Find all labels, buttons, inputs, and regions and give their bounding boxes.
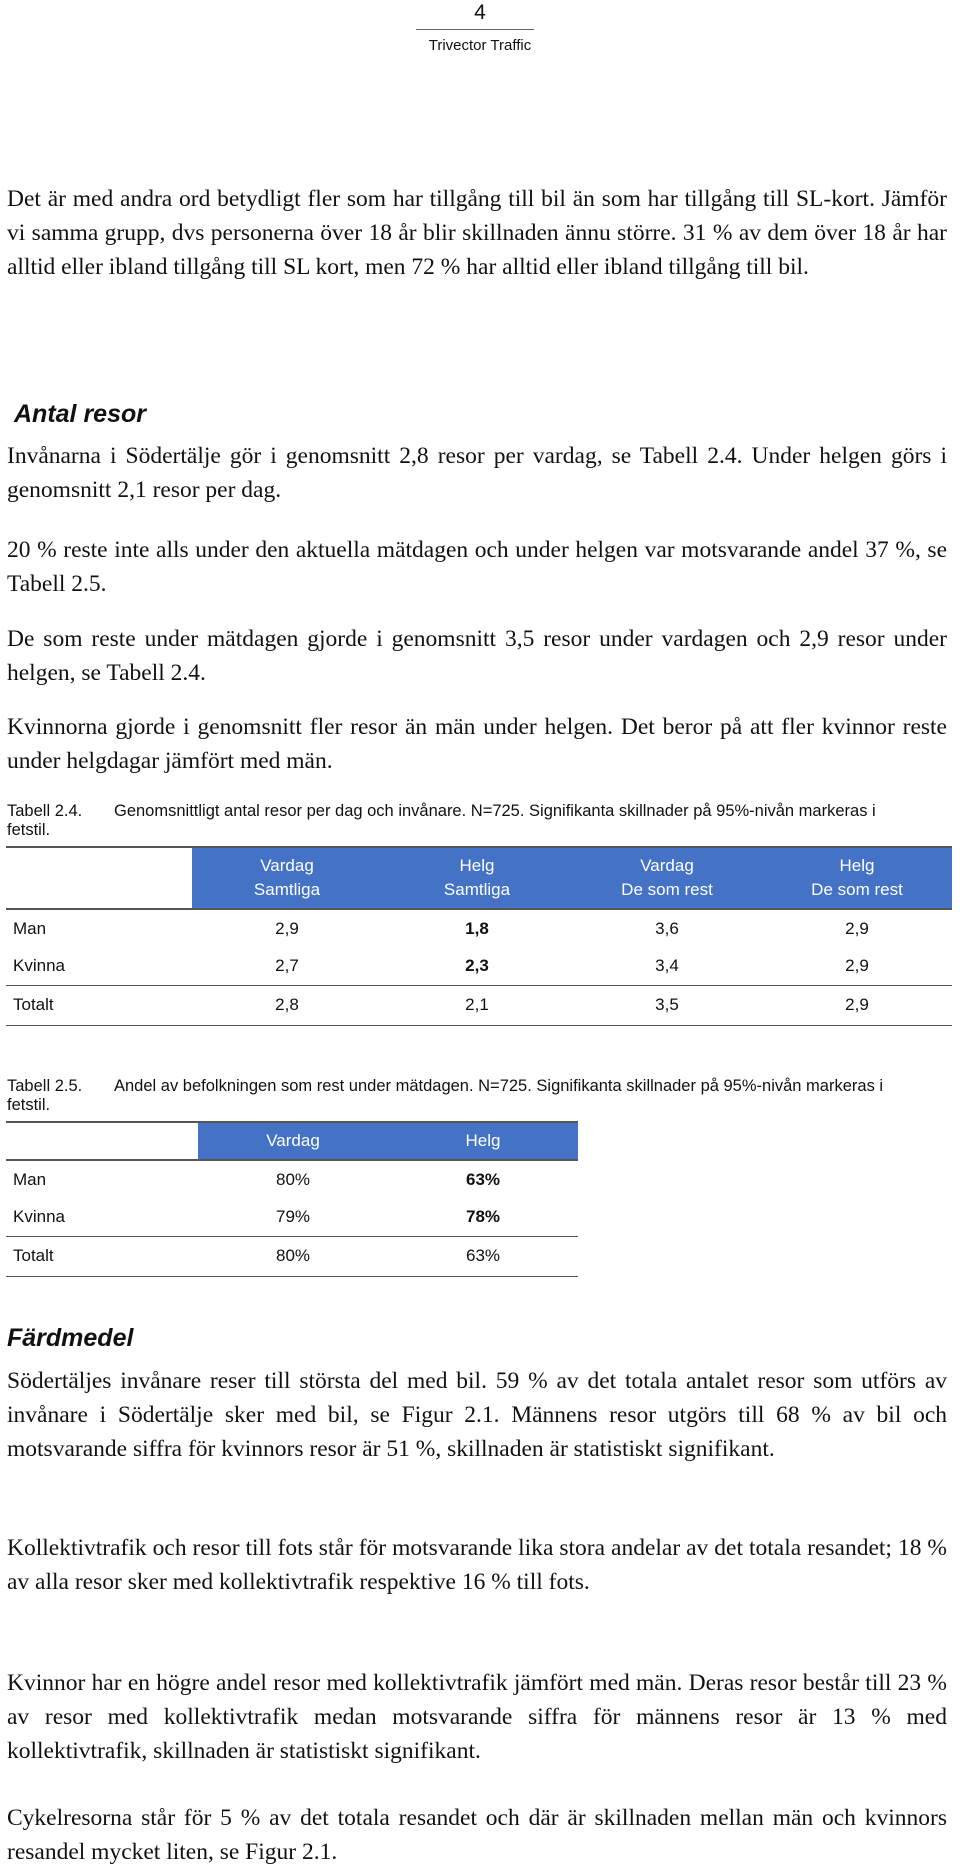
table-row	[6, 1160, 578, 1198]
table-cell: 3,5	[655, 995, 679, 1014]
table-header-row	[6, 847, 952, 909]
table-cell: 2,1	[465, 995, 489, 1014]
column-header: Helg	[388, 1122, 578, 1160]
table-2-4-caption	[7, 802, 907, 840]
table-cell: 80%	[275, 1246, 311, 1265]
table-cell: 79%	[275, 1206, 311, 1226]
table-2-4-caption-label: Tabell 2.4.	[7, 802, 83, 820]
table-cell-significant: 1,8	[465, 918, 489, 938]
heading-fardmedel: Färdmedel	[7, 1324, 134, 1352]
paragraph-5: Kvinnorna gjorde i genomsnitt fler resor än män under helgen. Det beror på att fler kvinnor reste under helgdagar jämfört med män.	[7, 714, 947, 774]
table-row	[6, 1198, 578, 1236]
table-cell-significant: 63%	[465, 1169, 501, 1189]
row-label: Kvinna	[13, 1206, 65, 1226]
row-label: Totalt	[13, 1246, 54, 1265]
column-header: Vardag De som rest	[572, 847, 762, 909]
table-2-5-caption	[7, 1077, 907, 1115]
paragraph-3: 20 % reste inte alls under den aktuella mätdagen och under helgen var motsvarande andel 37 %, se Tabell 2.5.	[7, 537, 947, 597]
table-cell: 63%	[465, 1246, 501, 1265]
paragraph-7: Kollektivtrafik och resor till fots står för motsvarande lika stora andelar av det totala resandet; 18 % av alla resor sker med kollektivtrafik respektive 16 % till fots.	[7, 1535, 947, 1595]
column-header: Vardag Samtliga	[192, 847, 382, 909]
table-cell: 2,9	[275, 918, 299, 938]
page-number: 4	[474, 1, 486, 24]
table-row-total	[6, 985, 952, 1025]
table-cell-significant: 78%	[465, 1206, 501, 1226]
table-cell: 2,8	[275, 995, 299, 1014]
row-label: Man	[13, 918, 47, 938]
table-header-blank	[6, 1122, 198, 1160]
column-header: Vardag	[198, 1122, 388, 1160]
table-cell: 2,9	[845, 918, 869, 938]
table-cell: 3,6	[655, 918, 679, 938]
column-header: Helg Samtliga	[382, 847, 572, 909]
paragraph-4: De som reste under mätdagen gjorde i genomsnitt 3,5 resor under vardagen och 2,9 resor under helgen, se Tabell 2.4.	[7, 626, 947, 686]
header-divider	[416, 29, 534, 30]
column-header: Helg De som rest	[762, 847, 952, 909]
heading-antal-resor: Antal resor	[14, 400, 146, 428]
paragraph-2: Invånarna i Södertälje gör i genomsnitt 2,8 resor per vardag, se Tabell 2.4. Under helgen görs i genomsnitt 2,1 resor per dag.	[7, 443, 947, 503]
paragraph-6: Södertäljes invånare reser till största del med bil. 59 % av det totala antalet resor som utförs av invånare i Södertälje sker med bil, se Figur 2.1. Männens resor utgörs till 68 % av bil och motsvarande siffra för kvinnors resor är 51 %, skillnaden är statistiskt signifikant.	[7, 1368, 947, 1462]
row-label: Totalt	[13, 995, 54, 1014]
table-row	[6, 947, 952, 985]
table-cell: 2,9	[845, 995, 869, 1014]
paragraph-8: Kvinnor har en högre andel resor med kollektivtrafik jämfört med män. Deras resor består till 23 % av resor med kollektivtrafik medan motsvarande siffra för männens resor är 13 % med kollektivtrafik, skillnaden är statistiskt signifikant.	[7, 1670, 947, 1764]
table-2-5-caption-label: Tabell 2.5.	[7, 1077, 83, 1095]
table-header-blank	[6, 847, 192, 909]
paragraph-1: Det är med andra ord betydligt fler som har tillgång till bil än som har tillgång till SL-kort. Jämför vi samma grupp, dvs personerna över 18 år blir skillnaden ännu större. 31 % av dem över 18 år har alltid eller ibland tillgång till SL kort, men 72 % har alltid eller ibland tillgång till bil.	[7, 186, 947, 280]
row-label: Man	[13, 1169, 47, 1189]
table-2-4	[6, 846, 952, 1026]
table-cell-significant: 2,3	[465, 955, 489, 975]
table-row	[6, 909, 952, 947]
table-cell: 2,9	[845, 955, 869, 975]
row-label: Kvinna	[13, 955, 65, 975]
table-cell: 3,4	[655, 955, 679, 975]
table-row-total	[6, 1236, 578, 1276]
company-name: Trivector Traffic	[428, 37, 532, 54]
table-2-4-caption-text: Genomsnittligt antal resor per dag och invånare. N=725. Signifikanta skillnader på 95%-nivån markeras i fetstil.	[7, 802, 876, 839]
table-2-5-caption-text: Andel av befolkningen som rest under mätdagen. N=725. Signifikanta skillnader på 95%-nivån markeras i fetstil.	[7, 1077, 884, 1114]
table-2-5	[6, 1121, 578, 1277]
table-cell: 80%	[275, 1169, 311, 1189]
table-header-row	[6, 1122, 578, 1160]
paragraph-9: Cykelresorna står för 5 % av det totala resandet och där är skillnaden mellan män och kvinnors resandel mycket liten, se Figur 2.1.	[7, 1805, 947, 1865]
table-cell: 2,7	[275, 955, 299, 975]
